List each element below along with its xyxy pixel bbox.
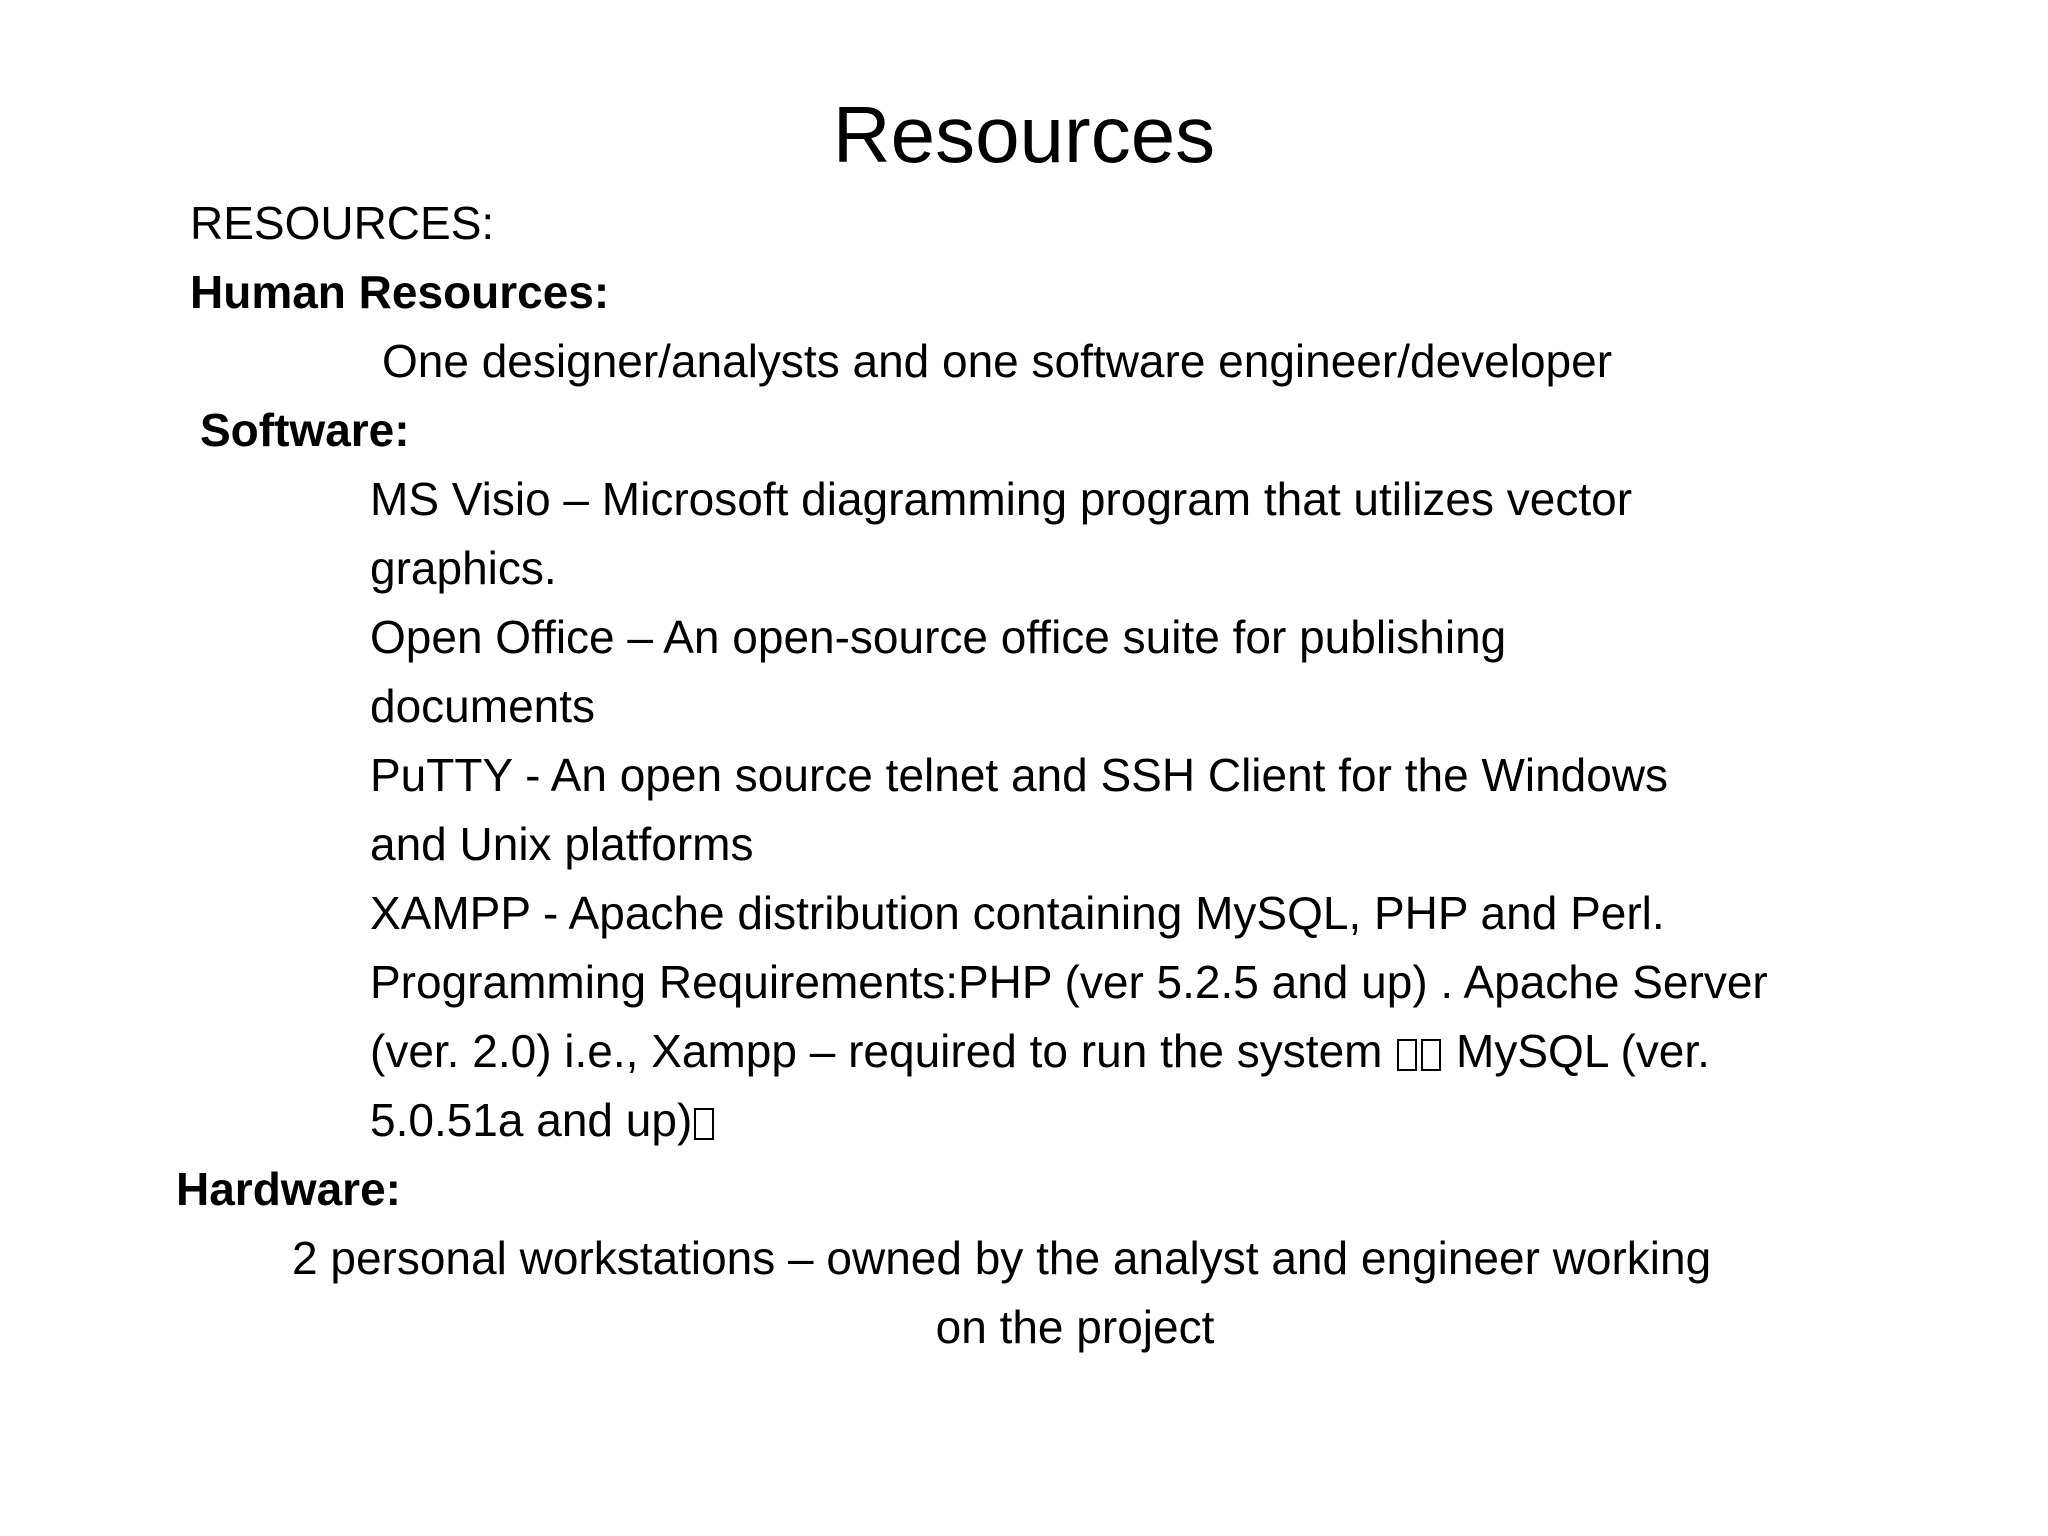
requirements-line: [370, 1024, 1710, 1078]
software-line: and Unix platforms: [370, 818, 754, 870]
software-line: XAMPP - Apache distribution containing MySQL, PHP and Perl.: [370, 887, 1665, 939]
hardware-line: 2 personal workstations – owned by the analyst and engineer working: [292, 1232, 1712, 1284]
hardware-heading: Hardware:: [176, 1163, 401, 1215]
missing-glyph-icon: [1397, 1039, 1417, 1071]
software-line: Open Office – An open-source office suite for publishing: [370, 611, 1507, 663]
requirements-text-c: 5.0.51a and up): [370, 1094, 693, 1146]
software-line: Programming Requirements:PHP (ver 5.2.5 and up) . Apache Server: [370, 956, 1768, 1008]
software-heading: Software:: [200, 404, 410, 456]
human-resources-heading: Human Resources:: [190, 266, 610, 318]
requirements-text-b: MySQL (ver.: [1443, 1025, 1710, 1077]
missing-glyph-icon: [694, 1108, 714, 1140]
missing-glyph-icon: [1421, 1039, 1441, 1071]
software-line: documents: [370, 680, 596, 732]
software-line: MS Visio – Microsoft diagramming program that utilizes vector: [370, 473, 1633, 525]
requirements-line-end: [370, 1093, 716, 1147]
software-line: graphics.: [370, 542, 557, 594]
resources-label: RESOURCES:: [190, 197, 495, 249]
hardware-line-continuation: on the project: [935, 1301, 1215, 1353]
requirements-text-a: (ver. 2.0) i.e., Xampp – required to run the system: [370, 1025, 1396, 1077]
slide-title: Resources: [832, 90, 1216, 179]
human-resources-text: One designer/analysts and one software engineer/developer: [382, 335, 1613, 387]
software-line: PuTTY - An open source telnet and SSH Client for the Windows: [370, 749, 1669, 801]
